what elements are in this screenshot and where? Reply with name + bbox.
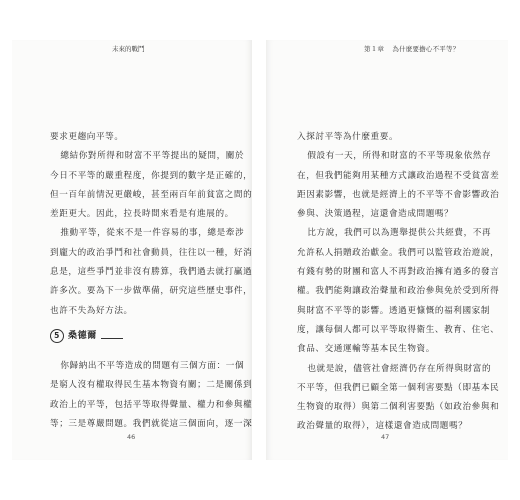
text-line: 參與、決策過程，這還會造成問題嗎？: [297, 209, 454, 220]
right-body-text: [297, 128, 500, 437]
text-line: 息是，這些爭鬥並非沒有勝算，我們過去就打贏過: [50, 267, 253, 278]
text-line: 生物資的取得）與第二個利害要點（如政治參與和: [297, 402, 500, 413]
left-running-head: 未來的戰鬥: [112, 45, 145, 53]
text-line: 距因素影響，也就是經濟上的不平等不會影響政治: [297, 189, 500, 200]
text-line: 也許不失為好方法。: [50, 305, 133, 316]
text-line: 有錢有勢的財團和富人不再對政治擁有過多的發言: [297, 267, 500, 278]
chapter-title: 為什麼要擔心不平等？: [392, 45, 460, 53]
text-line: 總結你對所得和財富不平等提出的疑問，關於: [60, 151, 245, 162]
text-line: 推動平等，從來不是一件容易的事，總是牽涉: [60, 228, 245, 239]
text-line: 差距更大。因此，拉長時間來看是有進展的。: [50, 209, 234, 220]
text-line: 政治上的平等，包括平等取得聲量、權力和參與權: [50, 399, 253, 410]
text-line: 度，讓每個人都可以平等取得衛生、教育、住宅、: [297, 324, 500, 335]
section-number-badge: 5: [50, 329, 64, 343]
text-line: 等；三是尊嚴問題。我們就從這三個面向，逐一深: [50, 418, 253, 429]
text-line: 在，但我們能夠用某種方式讓政治過程不受貧富差: [297, 170, 500, 181]
text-line: 你歸納出不平等造成的問題有三個方面：一個: [60, 360, 245, 371]
left-paragraphs: [50, 128, 253, 321]
chapter-label: 第１章: [364, 45, 385, 53]
text-line: 權。我們能夠讓政治聲量和政治參與免於受到所得: [297, 286, 500, 297]
section-title: 桑德爾: [68, 330, 97, 341]
section-rule: [101, 332, 123, 339]
text-line: 假設有一天，所得和財富的不平等現象依然存: [307, 151, 492, 162]
text-line: 今日不平等的嚴重程度，你提到的數字是正確的，: [50, 170, 253, 181]
text-line: 是窮人沒有權取得民生基本物資有關；二是關係到: [50, 380, 253, 391]
text-line: 入探討平等為什麼重要。: [297, 132, 399, 142]
text-line: 到龐大的政治爭鬥和社會動員，往往以一種，好消: [50, 247, 253, 258]
right-running-head: [364, 44, 459, 53]
section-paragraphs: [50, 357, 253, 434]
text-line: 也就是說，儘管社會經濟仍存在所得與財富的: [307, 363, 492, 374]
text-line: 比方說，我們可以為選舉提供公共經費，不再: [307, 228, 492, 239]
text-line: 要求更趨向平等。: [50, 132, 124, 142]
text-line: 許多次。要為下一步做準備，研究這些歷史事件，: [50, 286, 253, 297]
text-line: 不平等，但我們已顧全第一個利害要點（即基本民: [297, 382, 500, 393]
section-heading: [50, 323, 230, 349]
left-page-number: 46: [127, 433, 136, 441]
text-line: 但一百年前情況更嚴峻，甚至兩百年前貧富之間的: [50, 189, 253, 200]
right-page-number: 47: [381, 433, 390, 441]
text-line: 政治聲量的取得），這樣還會造成問題嗎？: [297, 421, 468, 432]
text-line: 食品、交通運輸等基本民生物資。: [297, 344, 435, 355]
left-body-text: [50, 128, 253, 434]
text-line: 允許私人捐贈政治獻金。我們可以監管政治遊說，: [297, 247, 500, 258]
right-paragraphs: [297, 128, 500, 437]
text-line: 與財富不平等的影響。透過更慷慨的福利國家制: [297, 305, 491, 316]
